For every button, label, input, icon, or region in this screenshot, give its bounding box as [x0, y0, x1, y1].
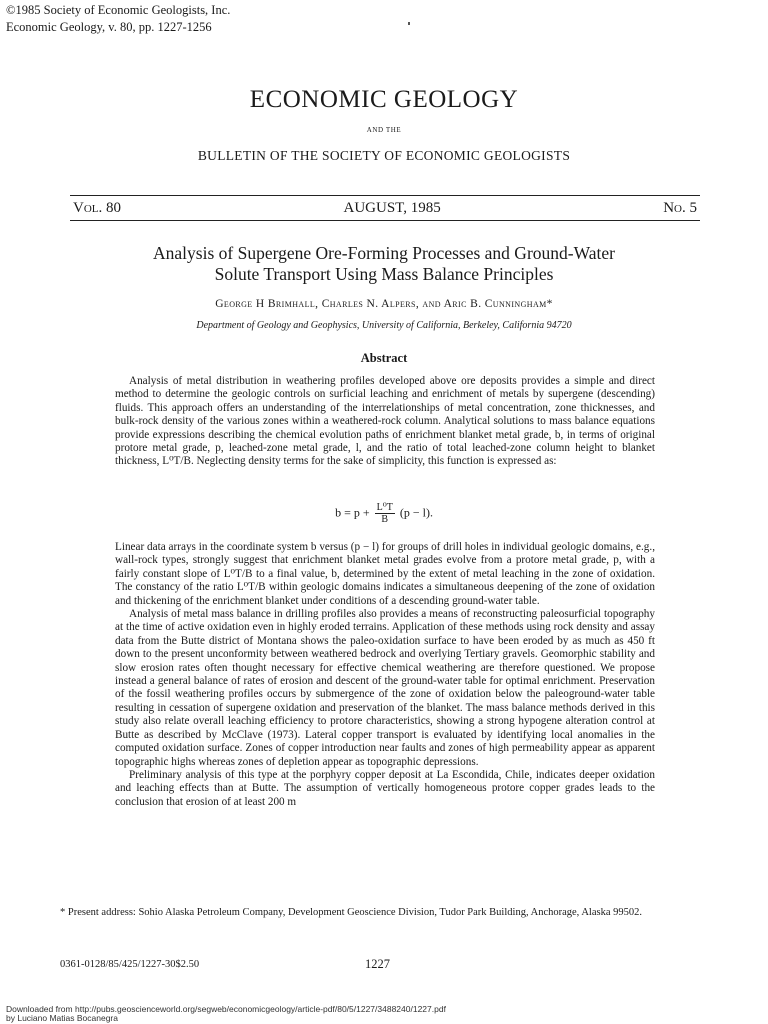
equation-lhs: b = p +	[335, 505, 370, 520]
equation-rhs: (p − l).	[399, 505, 433, 520]
abstract-section-2	[115, 541, 655, 809]
volume-label: Vol. 80	[73, 200, 121, 216]
download-url-line: Downloaded from http://pubs.geoscienceworld.org/segweb/economicgeology/article-pdf/80/5/1227/3488240/1227.pdf	[6, 1004, 446, 1014]
article-title-line: Solute Transport Using Mass Balance Principles	[214, 264, 554, 284]
abstract-paragraph: Analysis of metal mass balance in drilling profiles also provides a means of reconstructing paleosurficial topography at the time of active oxidation even in highly eroded terrains. Application of these methods using rock density and assay data from the Butte district of Montana shows the paleo-oxidation surface to have been eroded by as much as 450 ft down to the present unconformity between weathered bedrock and overlying Tertiary gravels. Geomorphic stability and slow erosion rates often thought necessary for effective chemical weathering are therefore questioned. We propose instead a general balance of rates of erosion and descent of the ground-water table for optimal enrichment. Preservation of the fossil weathering profiles occurs by submergence of the zone of oxidation below the paleoground-water table resulting in cessation of supergene oxidation and preservation of the blanket. The mass balance methods derived in this study also relate overall leaching efficiency to protore characteristics, showing a strong hypogene alteration control at Butte as described by McClave (1973). Lateral copper transport is evaluated by identifying local anomalies in the computed oxidation surface. Zones of copper introduction near faults and zones of high permeability appear as apparent topographic highs whereas zones of depletion appear as topographic depressions.	[115, 608, 655, 768]
author-list: George H Brimhall, Charles N. Alpers, and Aric B. Cunningham*	[215, 298, 553, 310]
and-the-label: AND THE	[366, 126, 402, 134]
grade-equation	[0, 502, 768, 525]
download-user-line: by Luciano Matias Bocanegra	[6, 1013, 118, 1023]
copyright-header	[6, 2, 230, 36]
citation-line: Economic Geology, v. 80, pp. 1227-1256	[6, 20, 212, 34]
issn-code: 0361-0128/85/425/1227-30$2.50	[60, 959, 200, 970]
issue-number: No. 5	[663, 200, 697, 216]
abstract-paragraph: Preliminary analysis of this type at the porphyry copper deposit at La Escondida, Chile, indicates deeper oxidation and leaching effects than at Butte. The assumption of vertically homogeneous protore copper grades leads to the conclusion that erosion of at least 200 m	[115, 768, 655, 808]
scan-artifact-mark	[408, 22, 410, 25]
top-rule	[70, 195, 700, 196]
issue-date: AUGUST, 1985	[343, 200, 441, 216]
page-number: 1227	[365, 957, 390, 971]
abstract-section-1	[115, 375, 655, 469]
abstract-heading: Abstract	[360, 351, 408, 365]
journal-title: ECONOMIC GEOLOGY	[249, 86, 519, 113]
copyright-line: ©1985 Society of Economic Geologists, Inc.	[6, 3, 231, 17]
bulletin-title: BULLETIN OF THE SOCIETY OF ECONOMIC GEOLOGISTS	[197, 148, 571, 163]
fraction-denominator: B	[381, 514, 389, 525]
equation-fraction	[375, 502, 395, 525]
author-footnote: * Present address: Sohio Alaska Petroleum Company, Development Geoscience Division, Tudor Park Building, Anchorage, Alaska 99502.	[60, 907, 642, 918]
issue-line	[73, 200, 697, 217]
article-title	[60, 243, 708, 285]
abstract-paragraph: Analysis of metal distribution in weathering profiles developed above ore deposits provides a simple and direct method to determine the geologic controls on surficial leaching and enrichment of metals by supergene (descending) fluids. This approach offers an understanding of the interrelationships of metal concentration, zone thicknesses, and bulk-rock density of the various zones within a weathered-rock column. Analytical solutions to mass balance equations provide expressions describing the chemical evolution paths of enrichment blanket metal grade, b, in terms of original protore metal grade, p, leached-zone metal grade, l, and the ratio of total leached-zone column height to blanket thickness, L⁰T/B. Neglecting density terms for the sake of simplicity, this function is expressed as:	[115, 375, 655, 468]
fraction-numerator: L⁰T	[376, 502, 393, 513]
bottom-rule	[70, 220, 700, 221]
author-affiliation: Department of Geology and Geophysics, University of California, Berkeley, California 94720	[196, 320, 572, 331]
download-notice	[6, 1005, 446, 1023]
abstract-paragraph: Linear data arrays in the coordinate system b versus (p − l) for groups of drill holes in individual geologic domains, e.g., wall-rock types, strongly suggest that enrichment blanket metal grades evolve from a protore metal grade, p, with a fairly constant slope of L⁰T/B to a final value, b, determined by the extent of metal leaching in the zone of oxidation. The constancy of the ratio L⁰T/B within geologic domains indicates a simultaneous deepening of the zone of oxidation and thickening of the enrichment blanket under conditions of a descending ground-water table.	[115, 541, 655, 607]
article-title-line: Analysis of Supergene Ore-Forming Processes and Ground-Water	[153, 243, 615, 263]
